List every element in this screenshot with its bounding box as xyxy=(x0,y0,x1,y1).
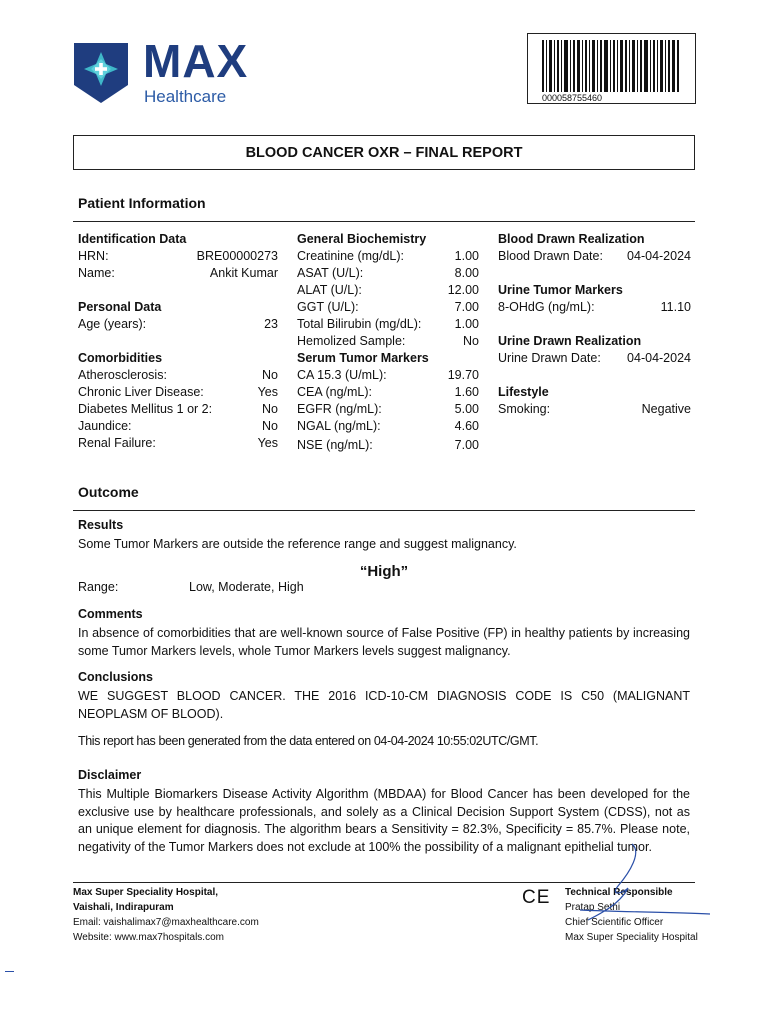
brand-name: MAX xyxy=(143,35,249,87)
range-label: Range: xyxy=(78,580,119,594)
info-row: Creatinine (mg/dL): 1.00 xyxy=(297,249,479,263)
tech-heading: Technical Responsible xyxy=(565,887,673,898)
biochemistry-heading: General Biochemistry xyxy=(297,232,427,246)
info-row: CA 15.3 (U/mL): 19.70 xyxy=(297,368,479,382)
info-row: Blood Drawn Date: 04-04-2024 xyxy=(498,249,691,263)
info-row: Hemolized Sample: No xyxy=(297,334,479,348)
tech-title: Chief Scientific Officer xyxy=(565,917,664,928)
patient-col-3 xyxy=(498,231,691,418)
info-row: Atherosclerosis: No xyxy=(78,368,278,382)
info-row: Jaundice: No xyxy=(78,419,278,433)
info-row: HRN: BRE00000273 xyxy=(78,249,278,263)
info-row: 8-OHdG (ng/mL): 11.10 xyxy=(498,300,691,314)
info-row: EGFR (ng/mL): 5.00 xyxy=(297,402,479,416)
info-row: Renal Failure: Yes xyxy=(78,436,278,450)
comorbidities-heading: Comorbidities xyxy=(78,351,163,365)
patient-col-1 xyxy=(78,231,278,452)
info-row: GGT (U/L): 7.00 xyxy=(297,300,479,314)
info-row: Total Bilirubin (mg/dL): 1.00 xyxy=(297,317,479,331)
info-row: CEA (ng/mL): 1.60 xyxy=(297,385,479,399)
urine-markers-heading: Urine Tumor Markers xyxy=(498,283,623,297)
generated-text: This report has been generated from the data entered on 04-04-2024 10:55:02UTC/GMT. xyxy=(78,734,539,748)
blood-drawn-heading: Blood Drawn Realization xyxy=(498,232,645,246)
info-row: NGAL (ng/mL): 4.60 xyxy=(297,419,479,433)
result-value: “High” xyxy=(359,563,409,580)
ce-mark-icon: CE xyxy=(522,887,551,908)
footer-address xyxy=(73,885,259,945)
patient-col-2 xyxy=(297,231,479,454)
name-value: Ankit Kumar xyxy=(209,266,278,280)
signature-icon xyxy=(560,838,720,930)
brand-subtitle: Healthcare xyxy=(144,87,227,106)
comments-text: In absence of comorbidities that are well-known source of False Positive (FP) in healthy patients by increasing some Tumor Markers levels, whole Tumor Markers levels suggest malignancy. xyxy=(78,626,690,658)
outcome-heading: Outcome xyxy=(78,484,139,500)
hospital-location: Vaishali, Indirapuram xyxy=(73,902,174,913)
identification-heading: Identification Data xyxy=(78,232,187,246)
tech-org: Max Super Speciality Hospital xyxy=(565,932,698,943)
page-mark xyxy=(5,971,14,972)
tech-name: Pratap Sethi xyxy=(565,902,621,913)
info-row: ALAT (U/L): 12.00 xyxy=(297,283,479,297)
divider xyxy=(73,510,695,511)
range-value: Low, Moderate, High xyxy=(189,580,304,594)
barcode-icon xyxy=(540,40,682,92)
comments-heading: Comments xyxy=(78,607,143,621)
hospital-name: Max Super Speciality Hospital, xyxy=(73,887,219,898)
hrn-value: BRE00000273 xyxy=(196,249,278,263)
report-title: BLOOD CANCER OXR – FINAL REPORT xyxy=(73,135,695,170)
info-row: Smoking: Negative xyxy=(498,402,691,416)
conclusions-text: WE SUGGEST BLOOD CANCER. THE 2016 ICD-10-CM DIAGNOSIS CODE IS C50 (MALIGNANT NEOPLASM OF BLOOD). xyxy=(78,689,690,721)
info-row: Chronic Liver Disease: Yes xyxy=(78,385,278,399)
info-row: Name: Ankit Kumar xyxy=(78,266,278,280)
lifestyle-heading: Lifestyle xyxy=(498,385,549,399)
info-row: NSE (ng/mL): 7.00 xyxy=(297,438,479,452)
divider xyxy=(73,221,695,222)
serum-markers-heading: Serum Tumor Markers xyxy=(297,351,429,365)
urine-drawn-heading: Urine Drawn Realization xyxy=(498,334,642,348)
info-row: Diabetes Mellitus 1 or 2: No xyxy=(78,402,278,416)
personal-heading: Personal Data xyxy=(78,300,162,314)
max-logo-icon xyxy=(74,43,128,103)
results-text: Some Tumor Markers are outside the reference range and suggest malignancy. xyxy=(78,537,517,551)
info-row: Urine Drawn Date: 04-04-2024 xyxy=(498,351,691,365)
barcode-number: 000058755460 xyxy=(542,93,603,103)
disclaimer-text: This Multiple Biomarkers Disease Activity Algorithm (MBDAA) for Blood Cancer has been developed for the exclusive use by healthcare professionals, and solely as a Clinical Decision Support System (CDSS), not as an unique element for diagnosis. The algorithm bears a Sensitivity = 82.3%, Specificity = 85.7%. Please note, negativity of the Tumor Markers does not exclude at 100% the possibility of a malignant epithelial tumor. xyxy=(78,787,690,854)
hospital-email: Email: vaishalimax7@maxhealthcare.com xyxy=(73,917,259,928)
info-row: ASAT (U/L): 8.00 xyxy=(297,266,479,280)
patient-info-heading: Patient Information xyxy=(78,195,206,211)
info-row: Age (years): 23 xyxy=(78,317,278,331)
results-heading: Results xyxy=(78,518,124,532)
hospital-website: Website: www.max7hospitals.com xyxy=(73,932,224,943)
disclaimer-heading: Disclaimer xyxy=(78,768,142,782)
barcode xyxy=(527,33,696,104)
conclusions-heading: Conclusions xyxy=(78,670,154,684)
